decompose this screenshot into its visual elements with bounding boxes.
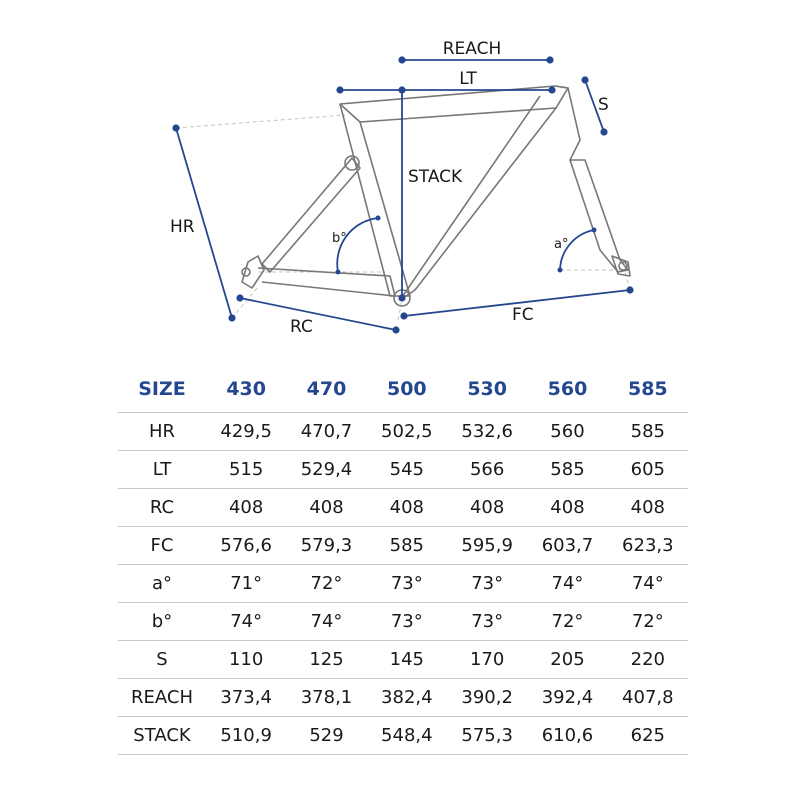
row-label: S [118, 641, 206, 679]
row-label: REACH [118, 679, 206, 717]
table-row [118, 603, 688, 641]
table-cell: 205 [527, 641, 607, 679]
table-cell: 623,3 [608, 527, 688, 565]
row-label: FC [118, 527, 206, 565]
angle-a-label: a° [554, 237, 569, 252]
table-row [118, 489, 688, 527]
header-cell: 500 [386, 378, 427, 400]
table-cell: 560 [527, 413, 607, 451]
table-cell: 145 [367, 641, 447, 679]
row-label: LT [118, 451, 206, 489]
table-cell: 605 [608, 451, 688, 489]
table-cell: 73° [367, 565, 447, 603]
table-row [118, 717, 688, 755]
table-header-row [118, 366, 688, 413]
reach-label: REACH [442, 39, 502, 59]
table-cell: 585 [608, 413, 688, 451]
table-cell: 74° [286, 603, 366, 641]
table-cell: 575,3 [447, 717, 527, 755]
table-cell: 73° [447, 603, 527, 641]
table-cell: 408 [367, 489, 447, 527]
table-cell: 378,1 [286, 679, 366, 717]
table-cell: 529,4 [286, 451, 366, 489]
table-cell: 510,9 [206, 717, 286, 755]
table-cell: 110 [206, 641, 286, 679]
table-cell: 72° [286, 565, 366, 603]
table-row [118, 679, 688, 717]
angle-b-label: b° [332, 231, 347, 246]
header-cell: 530 [467, 378, 507, 400]
row-label: a° [118, 565, 206, 603]
header-cell: 585 [627, 378, 668, 400]
frame-geometry-diagram [0, 0, 800, 360]
table-cell: 73° [447, 565, 527, 603]
table-row [118, 641, 688, 679]
table-cell: 576,6 [206, 527, 286, 565]
table-cell: 566 [447, 451, 527, 489]
table-cell: 585 [527, 451, 607, 489]
table-cell: 579,3 [286, 527, 366, 565]
table-cell: 72° [608, 603, 688, 641]
table-cell: 373,4 [206, 679, 286, 717]
table-cell: 585 [367, 527, 447, 565]
table-cell: 390,2 [447, 679, 527, 717]
table-row [118, 527, 688, 565]
header-cell: 560 [547, 378, 588, 400]
bike-frame-outline [242, 86, 630, 306]
table-cell: 610,6 [527, 717, 607, 755]
table-cell: 408 [447, 489, 527, 527]
table-cell: 625 [608, 717, 688, 755]
table-cell: 408 [286, 489, 366, 527]
s-label: S [598, 95, 609, 115]
table-cell: 71° [206, 565, 286, 603]
rc-label: RC [290, 317, 313, 337]
table-cell: 545 [367, 451, 447, 489]
table-cell: 74° [527, 565, 607, 603]
table-row [118, 413, 688, 451]
table-cell: 595,9 [447, 527, 527, 565]
row-label: STACK [118, 717, 206, 755]
table-cell: 408 [527, 489, 607, 527]
table-cell: 603,7 [527, 527, 607, 565]
table-cell: 220 [608, 641, 688, 679]
fc-label: FC [512, 305, 534, 325]
header-cell: 430 [226, 378, 266, 400]
table-cell: 170 [447, 641, 527, 679]
hr-label: HR [170, 217, 195, 237]
row-label: b° [118, 603, 206, 641]
table-cell: 382,4 [367, 679, 447, 717]
row-label: RC [118, 489, 206, 527]
table-cell: 72° [527, 603, 607, 641]
table-cell: 429,5 [206, 413, 286, 451]
geometry-table [118, 366, 688, 755]
table-cell: 408 [608, 489, 688, 527]
table-cell: 470,7 [286, 413, 366, 451]
table-cell: 73° [367, 603, 447, 641]
table-cell: 502,5 [367, 413, 447, 451]
table-cell: 532,6 [447, 413, 527, 451]
header-cell: SIZE [138, 378, 186, 400]
table-cell: 125 [286, 641, 366, 679]
table-row [118, 565, 688, 603]
guide-lines [176, 115, 630, 320]
table-cell: 392,4 [527, 679, 607, 717]
table-cell: 548,4 [367, 717, 447, 755]
table-cell: 408 [206, 489, 286, 527]
table-cell: 515 [206, 451, 286, 489]
table-cell: 407,8 [608, 679, 688, 717]
header-cell: 470 [306, 378, 347, 400]
lt-label: LT [459, 69, 477, 89]
rc-dimension-line [240, 298, 396, 330]
table-cell: 74° [608, 565, 688, 603]
row-label: HR [118, 413, 206, 451]
table-row [118, 451, 688, 489]
table-cell: 74° [206, 603, 286, 641]
stack-label: STACK [408, 167, 463, 187]
table-cell: 529 [286, 717, 366, 755]
